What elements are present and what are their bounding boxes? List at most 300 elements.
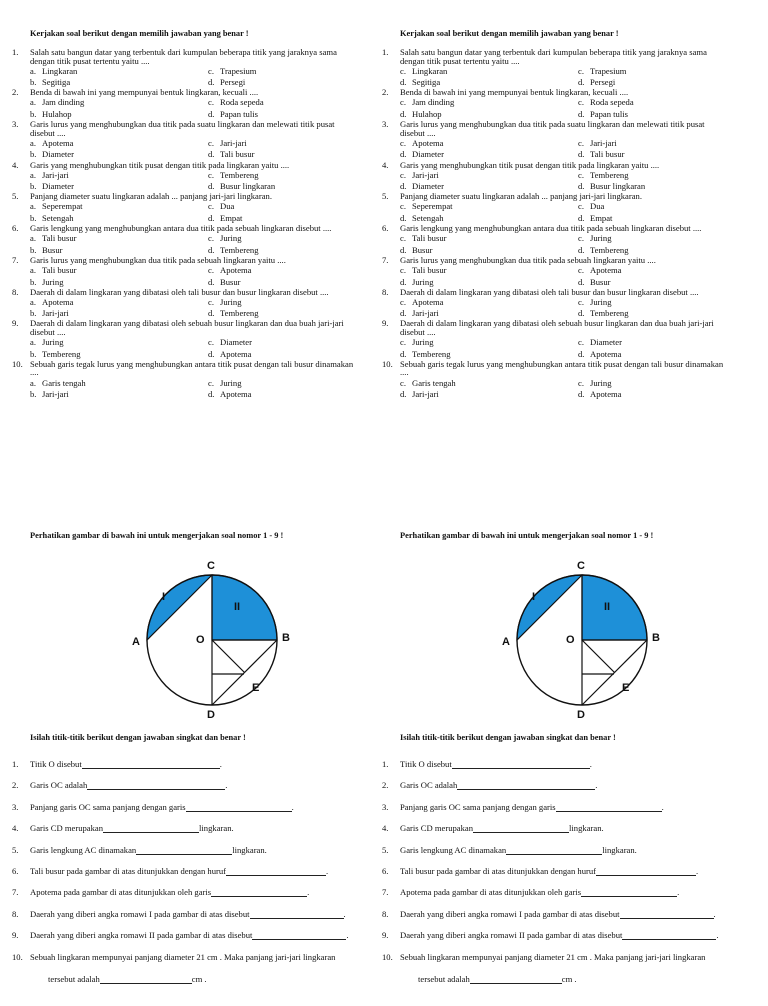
option-letter: c. — [578, 201, 584, 212]
item-text: . — [291, 801, 294, 812]
question-text: Panjang diameter suatu lingkaran adalah ... panjang jari-jari lingkaran. — [30, 191, 272, 202]
option-letter: a. — [30, 137, 36, 148]
item-text: Daerah yang diberi angka romawi I pada gambar di atas disebut — [400, 908, 620, 919]
option-text: Roda sepeda — [590, 97, 634, 108]
question-line — [12, 256, 372, 265]
option-letter: c. — [400, 201, 406, 212]
option-text: Jari-jari — [412, 169, 439, 180]
option-letter: d. — [208, 149, 215, 160]
question-line — [382, 57, 742, 66]
item-number: 6. — [382, 865, 389, 876]
answer-option — [578, 337, 748, 349]
option-text: Busur lingkaran — [220, 181, 276, 192]
fill-item — [382, 953, 742, 975]
item-text: . — [589, 759, 592, 769]
item-text: Titik O disebut — [400, 759, 452, 769]
item-text: Garis CD merupakan — [30, 823, 104, 834]
question-line — [382, 319, 742, 328]
answer-option — [400, 149, 578, 161]
label-E: E — [252, 682, 260, 694]
option-text: Apotema — [220, 348, 252, 359]
option-letter: c. — [208, 169, 214, 180]
fill-item — [12, 803, 372, 824]
question — [12, 192, 372, 224]
item-text: . — [326, 865, 329, 876]
circle-figure — [112, 553, 312, 723]
sector-II — [582, 575, 647, 640]
fill-item — [382, 910, 742, 931]
question-line — [382, 328, 742, 337]
option-text: Tembereng — [220, 308, 259, 319]
option-letter: a. — [30, 337, 36, 348]
item-number: 4. — [382, 823, 389, 834]
option-text: Apotema — [590, 348, 622, 359]
option-text: Juring — [42, 337, 64, 348]
answer-option — [208, 296, 378, 308]
option-letter: b. — [30, 149, 37, 160]
item-number: 7. — [382, 887, 389, 898]
question — [382, 48, 742, 88]
option-text: Jari-jari — [42, 308, 69, 319]
fill-item — [12, 888, 372, 909]
option-letter: b. — [30, 276, 37, 287]
label-A: A — [132, 636, 140, 648]
option-letter: a. — [30, 264, 36, 275]
option-text: Segitiga — [42, 77, 71, 88]
answer-blank — [457, 780, 598, 791]
question-number — [382, 368, 400, 377]
question — [382, 319, 742, 359]
option-letter: d. — [578, 389, 585, 400]
question-line — [382, 288, 742, 297]
question-line — [12, 192, 372, 201]
option-text: Papan tulis — [220, 109, 258, 120]
answer-option — [578, 377, 748, 389]
option-text: Tali busur — [412, 264, 447, 275]
option-text: Empat — [220, 213, 243, 223]
fill-item — [382, 867, 742, 888]
fill-list — [12, 760, 372, 996]
label-B: B — [282, 632, 290, 644]
option-text: Tembereng — [590, 169, 629, 180]
answer-options — [12, 377, 372, 400]
question-number — [12, 129, 30, 138]
option-letter: d. — [578, 308, 585, 319]
question — [382, 256, 742, 288]
question-number: 10. — [12, 358, 23, 369]
option-letter: c. — [208, 337, 214, 348]
option-text: Tali busur — [590, 149, 625, 160]
circle-figure — [482, 553, 682, 723]
question-text: Garis yang menghubungkan titik pusat dengan titik pada lingkaran yaitu .... — [400, 159, 660, 170]
option-text: Tali busur — [42, 264, 77, 275]
mcq-list — [12, 48, 372, 400]
item-text: lingkaran. — [602, 844, 637, 855]
answer-options — [382, 233, 742, 256]
item-number: 10. — [12, 951, 23, 962]
option-letter: d. — [578, 213, 585, 223]
question-line — [382, 360, 742, 369]
answer-blank — [186, 803, 292, 812]
answer-option — [208, 264, 378, 276]
answer-option — [30, 276, 208, 288]
answer-option — [30, 337, 208, 349]
figure-instruction: Perhatikan gambar di bawah ini untuk mengerjakan soal nomor 1 - 9 ! — [30, 531, 284, 540]
question-text: Garis lurus yang menghubungkan dua titik pada sebuah lingkaran yaitu .... — [400, 254, 656, 265]
fill-item — [382, 803, 742, 824]
answer-option — [208, 137, 378, 149]
option-letter: d. — [578, 244, 585, 255]
mcq-instruction: Kerjakan soal berikut dengan memilih jawaban yang benar ! — [400, 29, 619, 38]
option-letter: d. — [578, 276, 585, 287]
question — [12, 120, 372, 160]
sector-II — [212, 575, 277, 640]
option-letter: d. — [208, 109, 215, 120]
option-letter: b. — [30, 348, 37, 359]
option-text: Busur — [590, 276, 611, 287]
question-text: dengan titik pusat tertentu yaitu .... — [30, 55, 150, 66]
item-number: 3. — [12, 801, 19, 812]
label-A: A — [502, 636, 510, 648]
question-number: 8. — [12, 286, 19, 297]
fill-item — [382, 846, 742, 867]
item-text: lingkaran. — [232, 844, 267, 855]
apotema-OE — [212, 640, 245, 673]
question-number: 4. — [382, 159, 389, 170]
option-letter: c. — [208, 264, 214, 275]
label-O: O — [196, 634, 205, 646]
item-number: 9. — [382, 930, 389, 941]
question-number — [382, 57, 400, 66]
question-number: 7. — [12, 254, 19, 265]
question-line — [12, 88, 372, 97]
answer-blank — [470, 975, 562, 984]
answer-blank — [596, 865, 699, 876]
label-D: D — [577, 709, 585, 721]
question-text: Daerah di dalam lingkaran yang dibatasi oleh tali busur dan busur lingkaran disebut .... — [400, 286, 699, 297]
question-number: 1. — [12, 47, 19, 57]
option-text: Hulahop — [412, 109, 442, 120]
label-O: O — [566, 634, 575, 646]
option-text: Trapesium — [590, 65, 627, 76]
question-line — [12, 129, 372, 138]
option-text: Apotema — [412, 296, 444, 307]
label-II: II — [234, 601, 241, 613]
answer-options — [382, 137, 742, 160]
option-letter: c. — [400, 97, 406, 108]
answer-blank — [250, 910, 344, 919]
item-number: 5. — [382, 844, 389, 855]
option-letter: d. — [208, 244, 215, 255]
answer-options — [12, 201, 372, 224]
question-line — [382, 368, 742, 377]
answer-options — [382, 169, 742, 192]
question-line — [12, 224, 372, 233]
option-text: Jari-jari — [42, 389, 69, 400]
answer-blank — [82, 760, 220, 769]
label-B: B — [652, 632, 660, 644]
question-text: disebut .... — [30, 327, 66, 338]
answer-option — [400, 377, 578, 389]
answer-option — [30, 389, 208, 401]
question-line — [382, 129, 742, 138]
question-text: Benda di bawah ini yang mempunyai bentuk lingkaran, kecuali .... — [400, 87, 629, 98]
answer-blank — [100, 975, 192, 984]
question-line — [12, 368, 372, 377]
question-text: Daerah di dalam lingkaran yang dibatasi oleh tali busur dan busur lingkaran disebut .... — [30, 286, 329, 297]
option-letter: b. — [30, 308, 37, 319]
option-letter: a. — [30, 201, 36, 212]
option-letter: c. — [578, 169, 584, 180]
label-D: D — [207, 709, 215, 721]
answer-option — [400, 137, 578, 149]
question-number — [12, 57, 30, 66]
question-number: 1. — [382, 47, 389, 57]
question-text: Garis lurus yang menghubungkan dua titik pada suatu lingkaran dan melewati titik pusat — [400, 119, 705, 130]
item-text: Sebuah lingkaran mempunyai panjang diameter 21 cm . Maka panjang jari-jari lingkaran — [400, 951, 706, 962]
option-letter: d. — [208, 77, 215, 88]
question-number — [12, 368, 30, 377]
item-text: Garis OC adalah — [400, 780, 458, 791]
answer-option — [578, 169, 748, 181]
question-number — [382, 129, 400, 138]
item-text: lingkaran. — [569, 823, 604, 834]
question-line — [12, 360, 372, 369]
question — [382, 224, 742, 256]
option-letter: a. — [30, 65, 36, 76]
question — [12, 288, 372, 320]
question-number: 10. — [382, 358, 393, 369]
option-text: Jari-jari — [220, 137, 247, 148]
option-letter: d. — [578, 149, 585, 160]
option-text: Apotema — [590, 389, 622, 400]
item-text: Garis lengkung AC dinamakan — [400, 844, 507, 855]
option-letter: d. — [208, 276, 215, 287]
answer-options — [12, 233, 372, 256]
option-text: Juring — [412, 337, 434, 348]
option-letter: c. — [400, 377, 406, 388]
question — [382, 288, 742, 320]
item-text: . — [343, 908, 346, 919]
item-number: 2. — [382, 780, 389, 791]
option-letter: c. — [208, 65, 214, 76]
option-letter: a. — [30, 377, 36, 388]
question-line — [12, 319, 372, 328]
option-text: Jari-jari — [590, 137, 617, 148]
option-letter: c. — [208, 377, 214, 388]
option-text: Apotema — [412, 137, 444, 148]
answer-options — [12, 264, 372, 287]
item-text: . — [713, 908, 716, 919]
item-text: cm . — [191, 973, 207, 984]
answer-option — [208, 149, 378, 161]
item-number: 8. — [382, 908, 389, 919]
option-letter: d. — [208, 308, 215, 319]
option-text: Empat — [590, 213, 613, 223]
question-text: Panjang diameter suatu lingkaran adalah ... panjang jari-jari lingkaran. — [400, 191, 642, 202]
answer-option — [30, 137, 208, 149]
option-letter: c. — [578, 296, 584, 307]
answer-option — [578, 137, 748, 149]
option-letter: c. — [208, 137, 214, 148]
answer-option — [30, 264, 208, 276]
question-line — [382, 192, 742, 201]
option-text: Tali busur — [220, 149, 255, 160]
option-letter: a. — [30, 296, 36, 307]
item-text: Tali busur pada gambar di atas ditunjukkan dengan huruf — [30, 865, 227, 876]
option-text: Apotema — [42, 137, 74, 148]
answer-options — [12, 65, 372, 88]
question-text: .... — [30, 367, 39, 378]
question-text: Garis lengkung yang menghubungkan antara dua titik pada sebuah lingkaran disebut .... — [400, 223, 702, 234]
item-text: Garis lengkung AC dinamakan — [30, 844, 137, 855]
fill-instruction: Isilah titik-titik berikut dengan jawaban singkat dan benar ! — [400, 733, 616, 742]
answer-options — [382, 97, 742, 120]
answer-blank — [620, 910, 714, 919]
option-text: Trapesium — [220, 65, 257, 76]
item-text: Daerah yang diberi angka romawi II pada gambar di atas disebut — [30, 930, 253, 941]
option-text: Lingkaran — [42, 65, 78, 76]
option-text: Tali busur — [412, 233, 447, 244]
item-text: cm . — [561, 973, 577, 984]
question-number: 2. — [382, 87, 389, 98]
option-text: Tali busur — [42, 233, 77, 244]
answer-options — [382, 296, 742, 319]
question-number: 9. — [12, 318, 19, 329]
option-text: Apotema — [42, 296, 74, 307]
label-I: I — [532, 591, 536, 603]
fill-item — [382, 931, 742, 952]
question-text: disebut .... — [30, 127, 66, 138]
item-text: lingkaran. — [199, 823, 234, 834]
answer-option — [578, 276, 748, 288]
option-text: Diameter — [42, 149, 74, 160]
answer-option — [208, 389, 378, 401]
mcq-instruction: Kerjakan soal berikut dengan memilih jawaban yang benar ! — [30, 29, 249, 38]
question-number: 3. — [12, 119, 19, 130]
answer-option — [578, 201, 748, 213]
item-text: . — [595, 780, 598, 791]
item-number: 7. — [12, 887, 19, 898]
answer-option — [578, 65, 748, 77]
question-line — [382, 224, 742, 233]
answer-option — [400, 296, 578, 308]
answer-option — [208, 169, 378, 181]
option-text: Diameter — [42, 181, 74, 192]
option-letter: d. — [578, 109, 585, 120]
option-letter: d. — [400, 149, 407, 160]
answer-option — [208, 337, 378, 349]
item-text: Garis OC adalah — [30, 780, 88, 791]
option-text: Garis tengah — [412, 377, 456, 388]
option-letter: d. — [400, 348, 407, 359]
option-text: Lingkaran — [412, 65, 448, 76]
fill-item — [12, 824, 372, 845]
question-line — [382, 256, 742, 265]
item-text: . — [716, 930, 719, 941]
item-text: Daerah yang diberi angka romawi I pada gambar di atas disebut — [30, 908, 250, 919]
option-text: Garis tengah — [42, 377, 86, 388]
option-text: Persegi — [590, 77, 616, 88]
item-number: 1. — [12, 759, 19, 769]
label-II: II — [604, 601, 611, 613]
answer-blank — [622, 930, 719, 941]
answer-option — [208, 377, 378, 389]
option-text: Jari-jari — [412, 389, 439, 400]
question-number: 2. — [12, 87, 19, 98]
question — [12, 48, 372, 88]
option-text: Segitiga — [412, 77, 441, 88]
answer-blank — [87, 780, 228, 791]
option-letter: b. — [30, 181, 37, 192]
question-line — [12, 57, 372, 66]
answer-blank — [252, 930, 349, 941]
question-text: Daerah di dalam lingkaran yang dibatasi oleh sebuah busur lingkaran dan dua buah jari-jari — [30, 318, 344, 329]
option-text: Diameter — [590, 337, 622, 348]
option-letter: d. — [400, 389, 407, 400]
option-letter: c. — [400, 137, 406, 148]
answer-option — [30, 377, 208, 389]
option-text: Dua — [590, 201, 605, 212]
fill-item — [12, 910, 372, 931]
option-letter: b. — [30, 77, 37, 88]
answer-options — [12, 169, 372, 192]
question-line — [12, 288, 372, 297]
answer-blank — [211, 887, 310, 898]
option-letter: c. — [400, 296, 406, 307]
item-text: . — [225, 780, 228, 791]
question — [12, 224, 372, 256]
question-number — [382, 328, 400, 337]
answer-option — [208, 65, 378, 77]
answer-option — [30, 149, 208, 161]
segment-I — [517, 575, 582, 640]
question — [382, 192, 742, 224]
option-text: Juring — [42, 276, 64, 287]
answer-blank — [473, 824, 569, 833]
answer-option — [400, 276, 578, 288]
option-text: Busur — [412, 244, 433, 255]
question-line — [382, 120, 742, 129]
option-text: Jam dinding — [42, 97, 85, 108]
item-text: tersebut adalah — [48, 973, 100, 984]
option-text: Tembereng — [42, 348, 81, 359]
answer-option — [208, 97, 378, 109]
answer-options — [12, 97, 372, 120]
question-text: Benda di bawah ini yang mempunyai bentuk lingkaran, kecuali .... — [30, 87, 259, 98]
answer-blank — [103, 824, 199, 833]
answer-option — [30, 201, 208, 213]
answer-option — [578, 149, 748, 161]
item-text: Panjang garis OC sama panjang dengan garis — [400, 801, 556, 812]
fill-item — [12, 760, 372, 781]
item-text: Apotema pada gambar di atas ditunjukkan oleh garis — [400, 887, 582, 898]
option-text: Setengah — [412, 213, 444, 223]
option-letter: b. — [30, 389, 37, 400]
option-text: Juring — [590, 377, 612, 388]
question — [382, 120, 742, 160]
option-text: Papan tulis — [590, 109, 628, 120]
label-C: C — [207, 560, 215, 572]
option-text: Apotema — [220, 264, 252, 275]
fill-instruction: Isilah titik-titik berikut dengan jawaban singkat dan benar ! — [30, 733, 246, 742]
fill-item — [12, 781, 372, 802]
question-text: Garis lengkung yang menghubungkan antara dua titik pada sebuah lingkaran disebut .... — [30, 223, 332, 234]
option-letter: c. — [578, 233, 584, 244]
item-number: 6. — [12, 865, 19, 876]
question — [382, 360, 742, 400]
question-number: 9. — [382, 318, 389, 329]
